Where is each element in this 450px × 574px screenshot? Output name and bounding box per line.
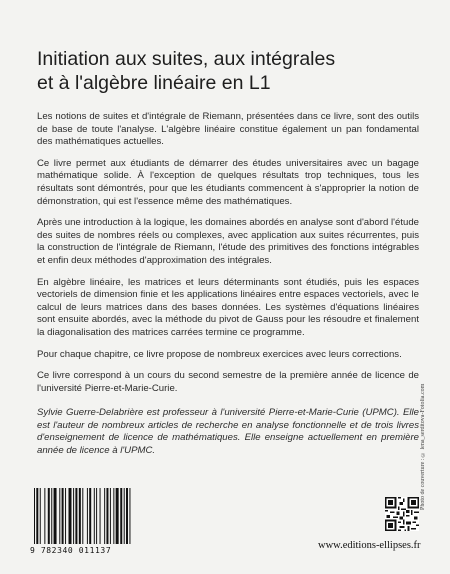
publisher-website: www.editions-ellipses.fr <box>318 540 421 551</box>
paragraph-intro: Les notions de suites et d'intégrale de Riemann, présentées dans ce livre, sont des outils de base de toute l'analyse. L'algèbre linéaire constitue également un pan fondamental des mathématiques actuelles. <box>37 111 419 148</box>
back-cover-text <box>37 111 419 467</box>
book-title <box>37 47 417 95</box>
paragraph-course: Ce livre correspond à un cours du second semestre de la première année de licence de l'université Pierre-et-Marie-Curie. <box>37 370 419 394</box>
qr-code-icon <box>385 497 419 531</box>
barcode-icon <box>30 488 180 546</box>
title-line-2: et à l'algèbre linéaire en L1 <box>37 72 271 94</box>
paragraph-goal: Ce livre permet aux étudiants de démarrer des études universitaires avec un bagage mathématique solide. À l'exception de quelques résultats trop techniques, tous les résultats sont démontrés, pour que les étudiants commencent à s'approprier la notion de démonstration, qui est l'essence même des mathématiques. <box>37 157 419 207</box>
author-bio: Sylvie Guerre-Delabrière est professeur à l'université Pierre-et-Marie-Curie (UPMC). Elle est l'auteur de nombreux articles de recherche en analyse fonctionnelle et de trois livres d'enseignement de licence de mathématiques. Elle enseigne actuellement en première année de licence à l'UPMC. <box>37 407 419 457</box>
photo-credit: Photo de couverture : © lena_serditova-Fotolia.com <box>420 383 426 510</box>
paragraph-exercises: Pour chaque chapitre, ce livre propose de nombreux exercices avec leurs corrections. <box>37 348 402 360</box>
paragraph-linear-algebra: En algèbre linéaire, les matrices et leurs déterminants sont étudiés, puis les espaces vectoriels de dimension finie et les applications linéaires entre espaces vectoriels, avec le calcul de leurs matrices dans des bases données. Les systèmes d'équations linéaires sont ensuite abordés, avec la méthode du pivot de Gauss pour les résoudre et finalement la diagonalisation des matrices carrées termine ce programme. <box>37 276 419 338</box>
paragraph-analysis: Après une introduction à la logique, les domaines abordés en analyse sont d'abord l'étude des suites de nombres réels ou complexes, avec application aux suites récurrentes, puis la construction de l'intégrale de Riemann, l'étude des primitives des fonctions intégrables et enfin deux méthodes d'approximation des intégrales. <box>37 217 419 266</box>
title-line-1: Initiation aux suites, aux intégrales <box>37 48 336 70</box>
barcode-number: 9 782340 011137 <box>30 546 112 555</box>
